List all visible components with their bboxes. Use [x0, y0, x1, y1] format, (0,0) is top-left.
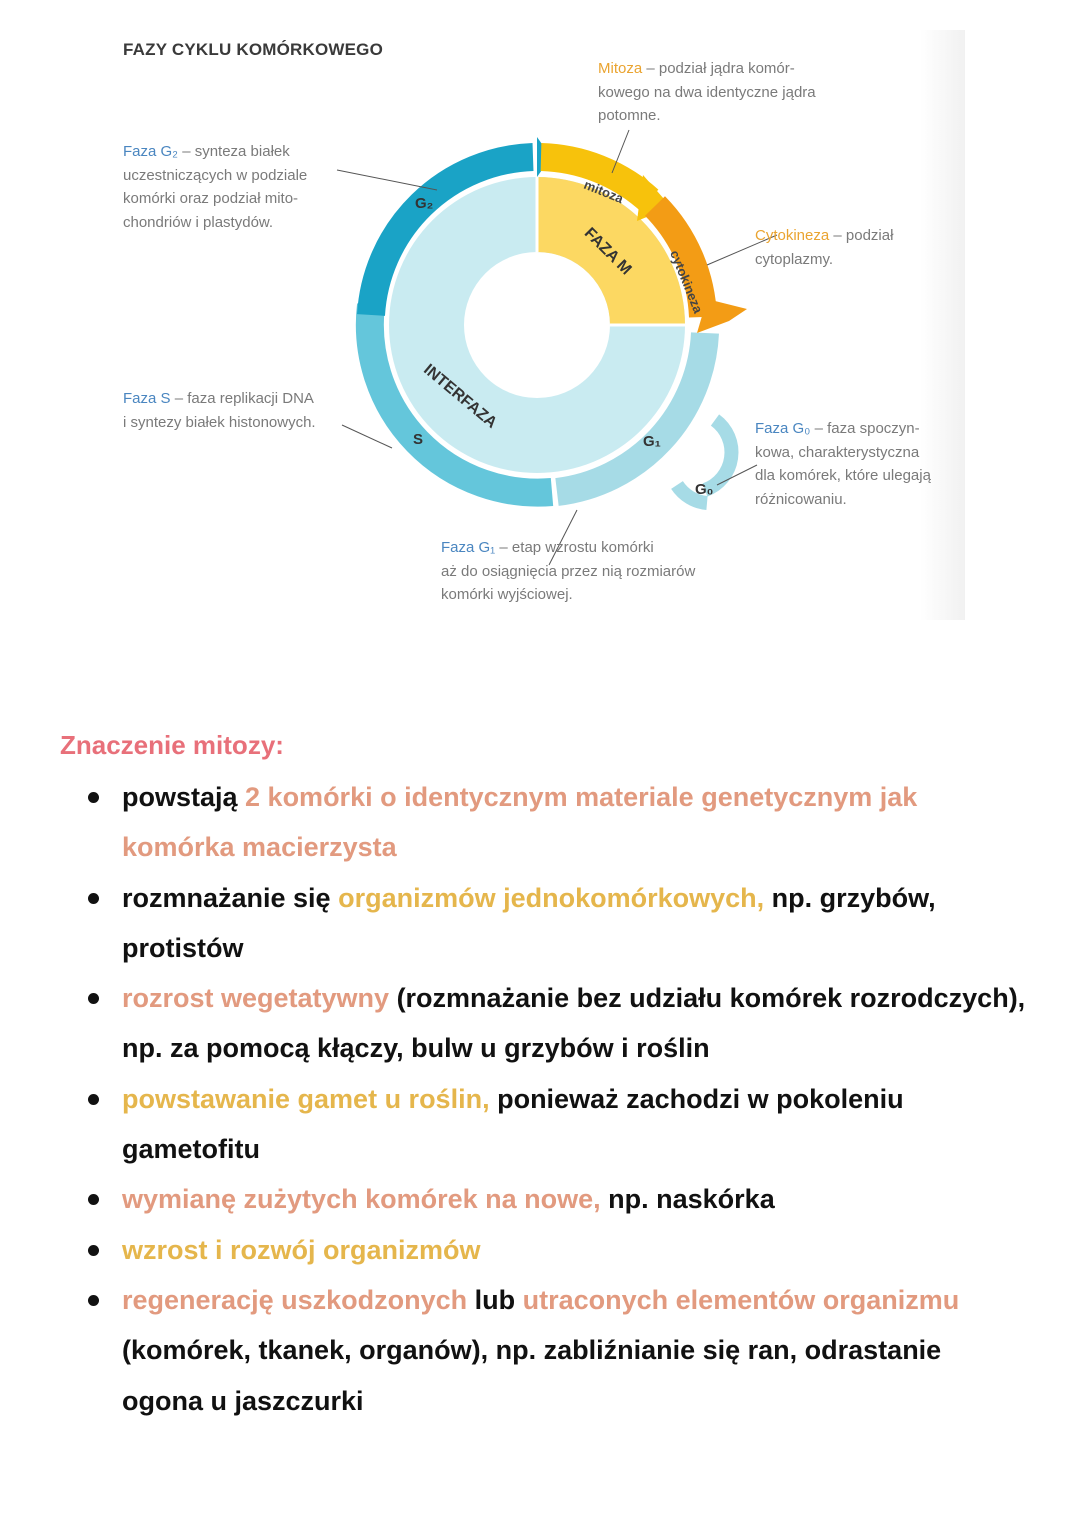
ring-label-mitoza: mitoza: [581, 176, 626, 207]
callout-line: – faza replikacji DNA: [174, 390, 314, 407]
bullet-icon: [88, 1194, 99, 1205]
ring-label-cytokineza: cytokineza: [667, 248, 706, 316]
bullet-icon: [88, 1295, 99, 1306]
ring-label-s: S: [413, 431, 424, 448]
bullet-icon: [88, 1245, 99, 1256]
notes-list: [86, 772, 1026, 1426]
callout-line: komórki oraz podział mito-: [123, 190, 299, 207]
figure-title: FAZY CYKLU KOMÓRKOWEGO: [123, 40, 384, 59]
text-segment: (komórek, tkanek, organów), np. zabliźnianie się ran, odrastanie ogona u jaszczurki: [122, 1335, 942, 1416]
text-segment: rozmnażanie się: [122, 882, 339, 913]
bullet-icon: [88, 792, 99, 803]
text-segment: (rozmnażanie bez udziału komórek rozrodczych), np. za pomocą kłączy, bulw u grzybów i roślin: [122, 983, 1026, 1064]
text-segment: powstają: [122, 782, 246, 812]
list-item: [86, 1174, 1026, 1224]
text-segment: lub: [474, 1284, 523, 1315]
text-segment: wymianę zużytych komórek na nowe,: [122, 1184, 609, 1215]
callout-line: – etap wzrostu komórki: [499, 539, 654, 556]
callout-term: Faza G₁: [441, 539, 496, 556]
ring-label-g0: G₀: [695, 481, 714, 498]
text-segment: utraconych elementów organizmu: [522, 1284, 960, 1315]
text-segment: rozrost wegetatywny: [122, 983, 397, 1014]
list-item: [86, 772, 1026, 873]
callout-term: Cytokineza: [755, 227, 830, 244]
list-item: [86, 1275, 1026, 1426]
callout-term: Mitoza: [598, 60, 643, 77]
ring-label-g1: G₁: [643, 433, 661, 450]
callout-line: dla komórek, które ulegają: [755, 467, 931, 484]
callout-line: chondriów i plastydów.: [123, 213, 274, 231]
callout-term: Faza G₂: [123, 143, 179, 160]
callout-line: – podział jądra komór-: [646, 60, 795, 77]
bullet-icon: [88, 1094, 99, 1105]
list-item: [86, 1225, 1026, 1275]
callout-term: Faza G₀: [755, 420, 811, 437]
ring-label-faza-m: FAZA M: [580, 224, 635, 279]
callout-g0: [755, 417, 931, 511]
callout-term: Faza S: [123, 390, 171, 407]
callout-line: potomne.: [598, 107, 661, 124]
ring-label-interfaza: INTERFAZA: [420, 361, 500, 432]
text-segment: np. grzybów, protistów: [122, 882, 936, 963]
callout-line: aż do osiągnięcia przez nią rozmiarów: [441, 562, 696, 580]
cell-cycle-figure: [115, 30, 965, 620]
text-segment: organizmów jednokomórkowych,: [338, 882, 772, 913]
text-segment: np. naskórka: [608, 1184, 775, 1215]
list-item: [86, 1074, 1026, 1175]
callout-line: kowego na dwa identyczne jądra: [598, 83, 816, 101]
text-segment: wzrost i rozwój organizmów: [122, 1234, 481, 1265]
notes-heading: Znaczenie mitozy:: [60, 730, 284, 760]
cell-cycle-diagram: [115, 30, 965, 620]
callout-line: – podział: [833, 227, 894, 244]
callout-line: – synteza białek: [182, 143, 290, 160]
callout-line: uczestniczących w podziale: [123, 166, 308, 184]
bullet-icon: [88, 993, 99, 1004]
callout-g2: [123, 140, 307, 234]
bullet-icon: [88, 893, 99, 904]
callout-line: komórki wyjściowej.: [441, 586, 573, 603]
callout-mitoza: [598, 57, 816, 128]
text-segment: regenerację uszkodzonych: [122, 1284, 475, 1315]
callout-g1: [441, 536, 695, 607]
callout-line: kowa, charakterystyczna: [755, 443, 920, 461]
callout-s: [123, 387, 316, 434]
text-segment: ponieważ zachodzi w pokoleniu gametofitu: [122, 1083, 904, 1165]
callout-line: i syntezy białek histonowych.: [123, 413, 316, 431]
ring-label-g2: G₂: [415, 195, 434, 212]
callout-cytokineza: [755, 224, 893, 271]
text-segment: 2 komórki o identycznym materiale genetycznym jak komórka macierzysta: [122, 782, 918, 863]
list-item: [86, 873, 1026, 974]
callout-line: różnicowaniu.: [755, 490, 847, 508]
callout-line: – faza spoczyn-: [814, 420, 920, 437]
list-item: [86, 973, 1026, 1074]
text-segment: powstawanie gamet u roślin,: [122, 1083, 498, 1114]
callout-line: cytoplazmy.: [755, 250, 834, 268]
